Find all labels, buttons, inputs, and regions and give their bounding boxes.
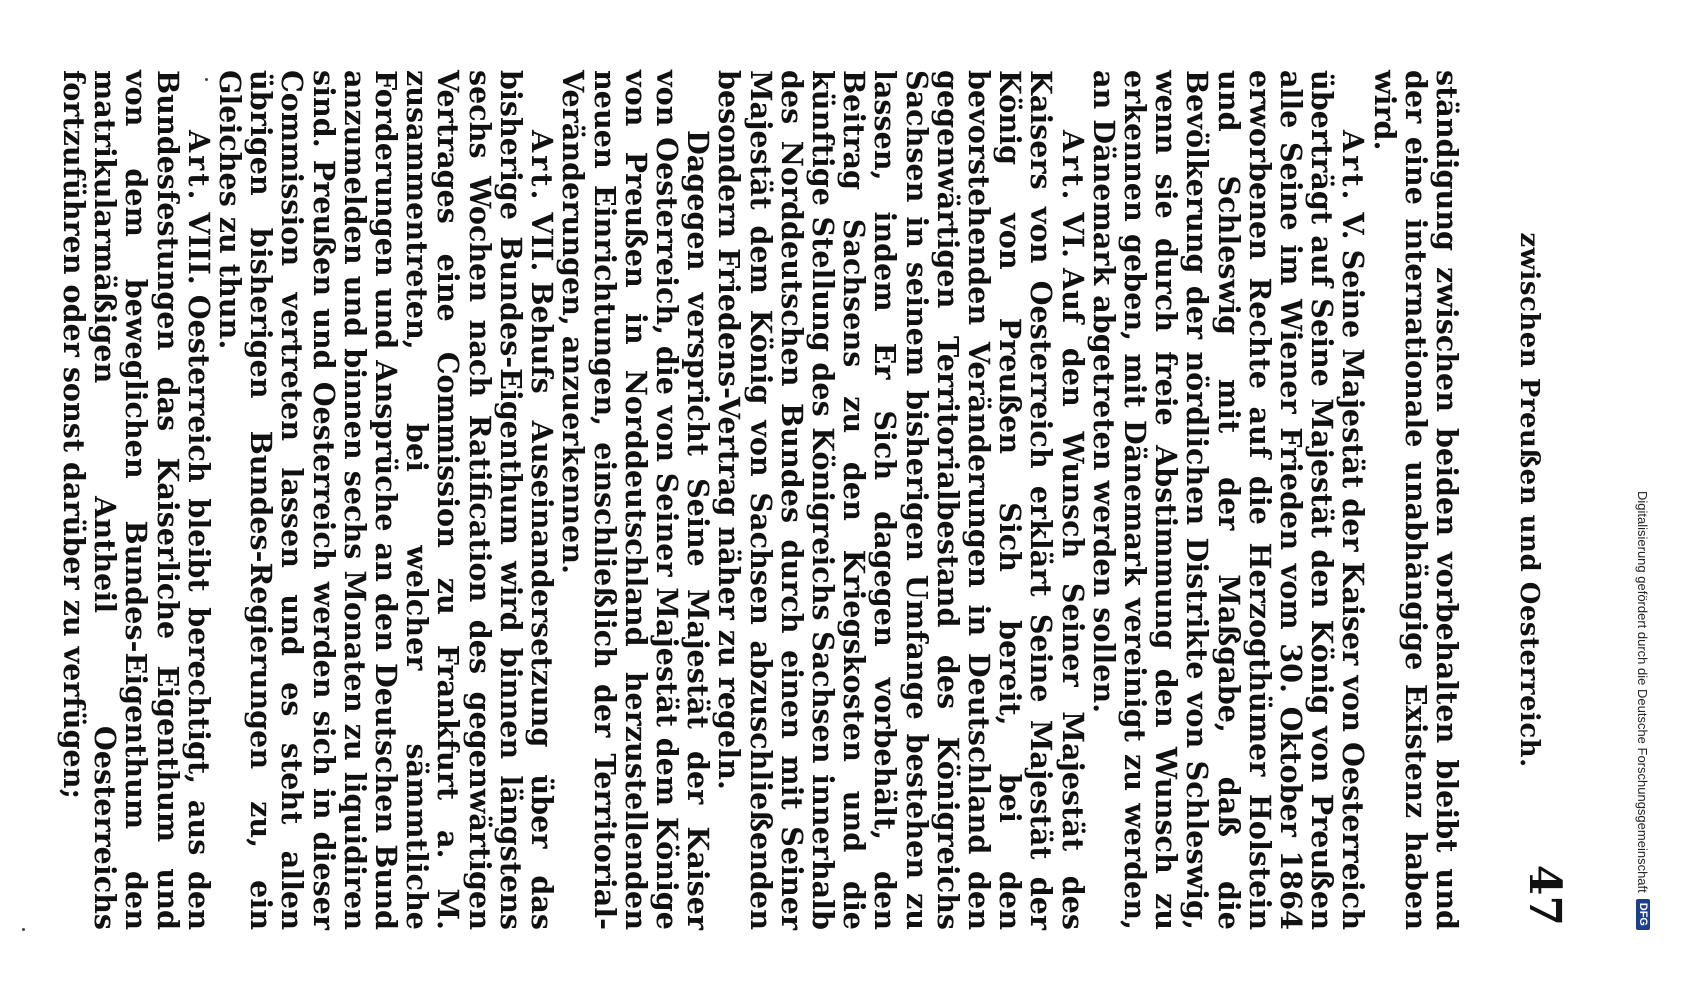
running-head: zwischen Preußen und Oesterreich.: [1514, 232, 1544, 768]
article-text: Oesterreich bleibt berechtigt, aus den Bundesfestungen das Kaiserliche Eigenthum und von dem beweglichen Bundes-Eigenthum den matrikularmäßigen Antheil Oesterreichs fortzuführen oder sonst darüber zu verfügen;: [57, 70, 216, 930]
credit-text: Digitalisierung gefördert durch die Deutsche Forschungsgemeinschaft: [1635, 490, 1651, 893]
dfg-logo-icon: DFG: [1636, 899, 1650, 930]
paragraph-text: Dagegen verspricht Seine Majestät der Kaiser von Oesterreich, die von Seiner Majestät dem Könige von Preußen in Norddeutschland herzustellenden neuen Einrichtungen, einschließlich der Territorial-Veränderungen, anzuerkennen.: [556, 70, 716, 930]
article-8: [58, 70, 214, 930]
digitization-credit: [1632, 60, 1654, 930]
article-6: [712, 70, 1090, 930]
article-5: [1088, 70, 1369, 930]
article-text: Seine Majestät der Kaiser von Oesterreich überträgt auf Seine Majestät den König von Preußen alle Seine im Wiener Frieden vom 30. Oktober 1864 erworbenen Rechte auf die Herzogthümer Holstein und Schleswig mit der Maßgabe, daß die Bevölkerung der nördlichen Distrikte von Schleswig, wenn sie durch freie Abstimmung den Wunsch zu erkennen geben, mit Dänemark vereinigt zu werden, an Dänemark abgetreten werden sollen.: [1086, 70, 1371, 930]
scanned-page: [57, 60, 1570, 940]
article-text: Auf den Wunsch Seiner Majestät des Kaisers von Oesterreich erklärt Seine Majestät der König von Preußen Sich bereit, bei den bevorstehenden Veränderungen in Deutschland den gegenwärtigen Territorialbestand des Königreichs Sachsen in seinem bisherigen Umfange bestehen zu lassen, indem Er Sich dagegen vorbehält, den Beitrag Sachsens zu den Kriegskosten und die künftige Stellung des Königreichs Sachsen innerhalb des Norddeutschen Bundes durch einen mit Seiner Majestät dem König von Sachsen abzuschließenden besondern Friedens-Vertrag näher zu regeln.: [712, 70, 1090, 930]
paragraph-dagegen: [556, 70, 716, 930]
article-label: Art.: [1336, 130, 1371, 203]
article-label: Art.: [181, 130, 216, 203]
article-text: Behufs Auseinandersetzung über das bisherige Bundes-Eigenthum wird binnen längstens sechs Wochen nach Ratification des gegenwärtigen Vertrages eine Commission zu Frankfurt a. M. zusammentreten, bei welcher sämmtliche Forderungen und Ansprüche an den Deutschen Bund anzumelden und binnen sechs Monaten zu liquidiren sind. Preußen und Oesterreich werden sich in dieser Commission vertreten lassen und es steht allen übrigen bisherigen Bundes-Regierungen zu, ein Gleiches zu thun.: [213, 70, 560, 930]
article-number: VI.: [1055, 212, 1090, 258]
page-header: [1480, 60, 1570, 940]
page-body: [58, 70, 1462, 930]
article-7: [213, 70, 560, 930]
scan-speck: [22, 928, 25, 931]
paragraph-continuation: [1368, 70, 1462, 930]
article-number: VII.: [525, 212, 560, 272]
paragraph-text: ständigung zwischen beiden vorbehalten bleibt und der eine internationale unabhängige Existenz haben wird.: [1367, 70, 1464, 930]
article-number: V.: [1336, 212, 1371, 240]
page-number: 47: [1519, 864, 1570, 926]
article-label: Art.: [1055, 130, 1090, 203]
article-number: VIII.: [181, 212, 216, 285]
article-label: Art.: [525, 130, 560, 203]
scan-speck: [205, 78, 208, 81]
